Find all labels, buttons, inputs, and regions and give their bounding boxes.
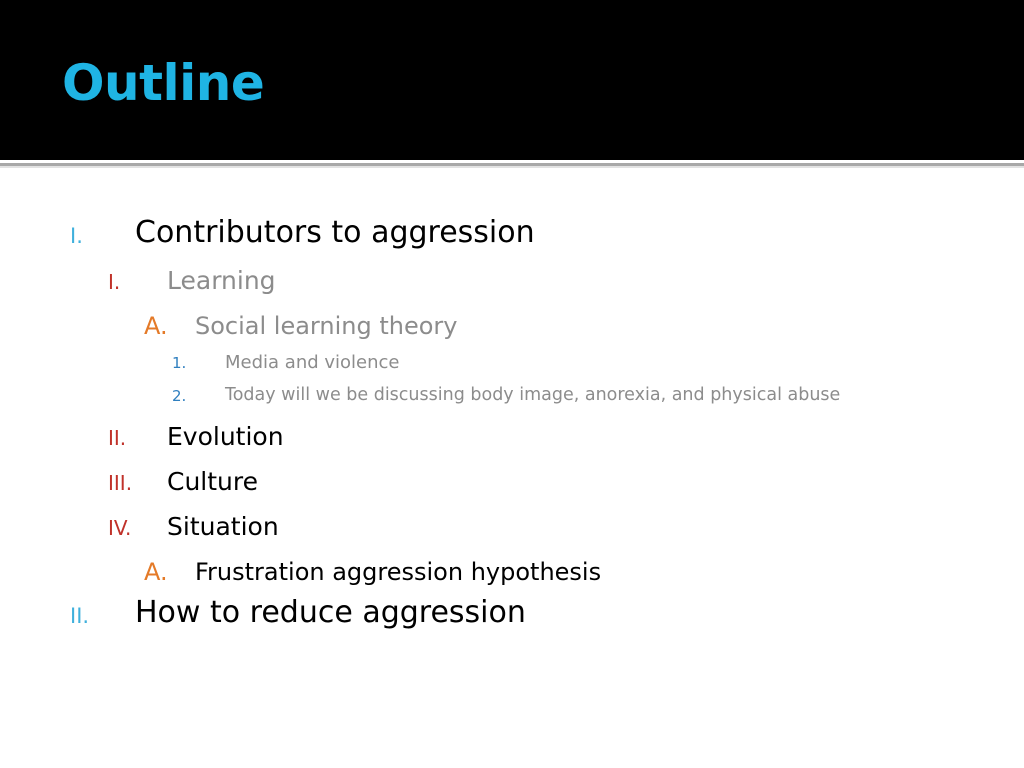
outline-text: Today will we be discussing body image, anorexia, and physical abuse [225, 385, 841, 405]
outline-marker: 1. [172, 354, 187, 372]
outline-marker: II. [108, 426, 127, 450]
outline-text: Learning [167, 266, 276, 295]
outline-marker: I. [108, 270, 121, 294]
outline-text: How to reduce aggression [135, 595, 526, 630]
slide-title: Outline [62, 54, 265, 112]
outline-marker: IV. [108, 516, 132, 540]
outline-text: Frustration aggression hypothesis [195, 558, 602, 586]
outline-marker: 2. [172, 387, 187, 405]
title-divider-shadow [0, 166, 1024, 168]
outline-marker: A. [144, 558, 168, 586]
outline-text: Social learning theory [195, 312, 458, 340]
outline-text: Media and violence [225, 352, 400, 373]
outline-marker: III. [108, 471, 133, 495]
outline-text: Contributors to aggression [135, 215, 535, 250]
outline-marker: I. [70, 224, 83, 248]
outline-text: Culture [167, 467, 259, 496]
outline-marker: II. [70, 604, 90, 628]
outline-text: Evolution [167, 422, 284, 451]
title-bar [0, 0, 1024, 160]
outline-marker: A. [144, 312, 168, 340]
outline-text: Situation [167, 512, 279, 541]
